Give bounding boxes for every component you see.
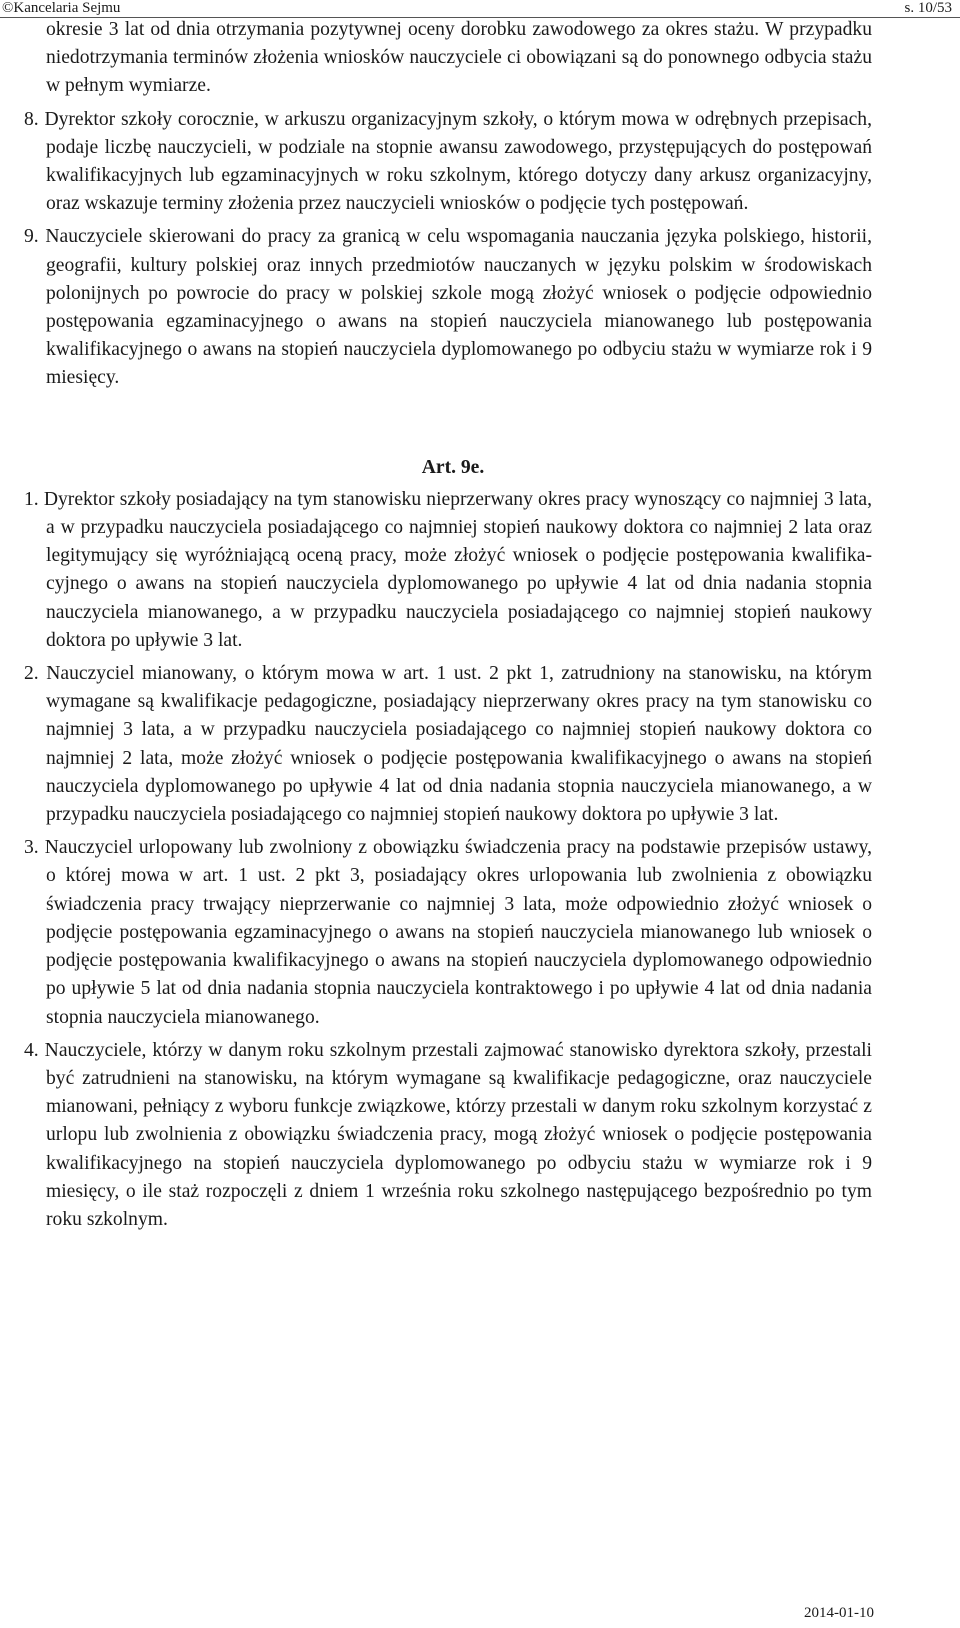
document-body [24, 16, 872, 1234]
article-title: Art. 9e. [421, 456, 485, 478]
header-page-number: s. 10/53 [904, 0, 952, 16]
paragraph-continuation: okresie 3 lat od dnia otrzymania pozytywnej oceny dorobku zawodowego za okres stażu. W przypadku niedotrzymania terminów złożenia wniosków nauczyciele ci obowiązani są do ponownego odbycia stażu w pełnym wymiarze. [46, 19, 872, 97]
article-item-4: 4. Nauczyciele, którzy w danym roku szkolnym przestali zajmować stanowisko dyrektora szkoły, przestali być zatrudnieni na stanowisku, na którym wymagane są kwalifikacje pedagogiczne, oraz nauczyciele mianowani, pełniący z wyboru funkcje związkowe, którzy przestali w danym roku szkolnym korzystać z urlopu lub zwolnienia z obowiązku świadczenia pracy, mogą złożyć wniosek o podjęcie postępowania kwalifikacyjnego na stopień nauczyciela dyplomowanego po odbyciu stażu w wymiarze rok i 9 miesięcy, o ile staż rozpoczęli z dniem 1 września roku szkolnego następującego bezpośrednio po tym roku szkolnym. [24, 1039, 872, 1230]
article-item-1: 1. Dyrektor szkoły posiadający na tym stanowisku nieprzerwany okres pracy wynoszący co najmniej 3 lata, a w przypadku nauczyciela posiadającego co najmniej stopień naukowy doktora co najmniej 2 lata oraz legitymujący się wyróżniającą oceną pracy, może złożyć wniosek o podjęcie postępowania kwalifikacyjnego o awans na stopień nauczyciela dyplomowanego po upływie 4 lat od dnia nadania stopnia nauczyciela mianowanego, a w przypadku nauczyciela posiadającego co najmniej stopień naukowy doktora po upływie 3 lat. [24, 488, 872, 651]
header-copyright: ©Kancelaria Sejmu [2, 0, 121, 16]
article-item-2: 2. Nauczyciel mianowany, o którym mowa w art. 1 ust. 2 pkt 1, zatrudniony na stanowisku, na którym wymagane są kwalifikacje pedagogiczne, posiadający nieprzerwany okres pracy na tym stanowisku co najmniej 3 lata, a w przypadku nauczyciela posiadającego co najmniej stopień naukowy doktora co najmniej 2 lata, może złożyć wniosek o podjęcie postępowania kwalifikacyjnego o awans na stopień nauczyciela dyplomowanego po upływie 4 lat od dnia nadania stopnia nauczyciela mianowanego, a w przypadku nauczyciela posiadającego co najmniej stopień naukowy doktora po upływie 3 lat. [24, 663, 872, 826]
paragraph-8: 8. Dyrektor szkoły corocznie, w arkuszu organizacyjnym szkoły, o którym mowa w odrębnych przepisach, podaje liczbę nauczycieli, w podziale na stopnie awansu zawodowego, przystępujących do postępowań kwalifikacyjnych lub egzaminacyjnych w roku szkolnym, którego dotyczy dany arkusz organizacyjny, oraz wskazuje terminy złożenia przez nauczycieli wniosków o podjęcie tych postępowań. [24, 108, 872, 215]
paragraph-9: 9. Nauczyciele skierowani do pracy za granicą w celu wspomagania nauczania języka polskiego, historii, geografii, kultury polskiej oraz innych przedmiotów nauczanych w języku polskim w środowiskach polonijnych po powrocie do pracy w polskiej szkole mogą złożyć wniosek o podjęcie odpowiednio postępowania egzaminacyjnego o awans na stopień nauczyciela mianowanego lub postępowania kwalifikacyjnego o awans na stopień nauczyciela dyplomowanego po odbyciu stażu w wymiarze rok i 9 miesięcy. [24, 226, 872, 389]
article-item-3: 3. Nauczyciel urlopowany lub zwolniony z obowiązku świadczenia pracy na podstawie przepisów ustawy, o której mowa w art. 1 ust. 2 pkt 3, posiadający okres urlopowania lub zwolnienia z obowiązku świadczenia pracy trwający nieprzerwanie co najmniej 3 lata, może odpowiednio złożyć wniosek o podjęcie postępowania egzaminacyjnego o awans na stopień nauczyciela mianowanego lub wniosek o podjęcie postępowania kwalifikacyjnego o awans na stopień nauczyciela dyplomowanego odpowiednio po upływie 5 lat od dnia nadania stopnia nauczyciela kontraktowego i po upływie 4 lat od dnia nadania stopnia nauczyciela mianowanego. [24, 837, 872, 1028]
footer-date: 2014-01-10 [804, 1605, 874, 1621]
